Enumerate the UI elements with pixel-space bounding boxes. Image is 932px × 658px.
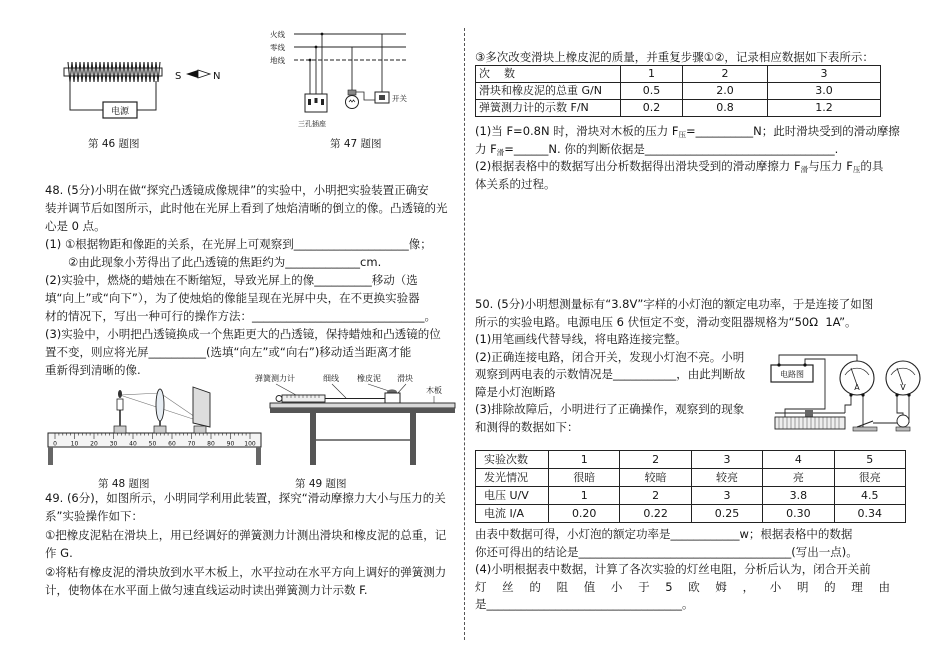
ruler-tick-label: 0 — [53, 440, 57, 448]
table-cell: 很亮 — [834, 469, 905, 487]
row-label-cell: 电压 U/V — [476, 487, 549, 505]
junction-dot — [315, 46, 318, 49]
text-line: 是__________________________________。 — [475, 597, 694, 612]
table-cell: 3 — [691, 487, 762, 505]
socket-hole — [321, 99, 324, 105]
voltmeter-terminal — [907, 393, 910, 396]
pole-s-label: S — [175, 71, 182, 82]
table-cell: 2 — [620, 451, 691, 469]
text-line: (2)正确连接电路，闭合开关，发现小灯泡不亮。小明 — [475, 349, 745, 364]
circuit-wire — [897, 395, 903, 417]
subscript: 滑 — [800, 165, 809, 175]
text-line: 所示的实验电路。电源电压 6 伏恒定不变，滑动变阻器规格为“50Ω 1A”。 — [475, 314, 857, 329]
text-line: (1)用笔画线代替导线，将电路连接完整。 — [475, 332, 687, 346]
row-label-cell: 次 数 — [476, 66, 621, 83]
table-row — [476, 100, 881, 117]
light-ray — [120, 393, 160, 395]
text-line: 50. (5分)小明想测量标有“3.8V”字样的小灯泡的额定电功率，于是连接了如图 — [475, 297, 874, 311]
figure-49-friction-apparatus — [250, 368, 462, 470]
table-cell: 3 — [768, 66, 881, 83]
figure-47-wiring — [268, 28, 408, 133]
rheostat-coil — [775, 417, 845, 429]
junction-dot — [309, 59, 312, 62]
ruler-tick-label: 70 — [187, 440, 196, 448]
leader-line — [276, 384, 296, 395]
ruler-tick-label: 40 — [129, 440, 137, 448]
compass-needle-dark — [186, 70, 198, 78]
wooden-board — [270, 403, 455, 408]
screen-holder — [194, 426, 206, 433]
switch-base — [853, 427, 877, 431]
table-leg — [310, 413, 316, 465]
text-line: 观察到两电表的示数情况是___________，由此判断故 — [475, 367, 746, 381]
table-cell: 2 — [620, 487, 691, 505]
circuit-wire — [845, 395, 851, 413]
subscript: 压 — [852, 165, 861, 175]
leader-line — [332, 384, 346, 398]
candle-flame — [118, 390, 122, 398]
clay-label: 橡皮泥 — [357, 374, 381, 383]
table-cell: 4 — [763, 451, 834, 469]
text-line: 障是小灯泡断路 — [475, 384, 556, 399]
compass-needle-light — [198, 70, 210, 78]
text-line: 灯丝的阻值小于5欧姆，小明的理由 — [475, 579, 890, 594]
question-49-step-3 — [475, 48, 895, 66]
question-49 — [45, 489, 460, 599]
text-line: (1) ①根据物距和像距的关系，在光屏上可观察到____________________像； — [45, 237, 432, 251]
text-line: 49. (6分)，如图所示，小明同学利用此装置，探究“滑动摩擦力大小与压力的关 — [45, 491, 446, 505]
text-line: (3)实验中，小明把凸透镜换成一个焦距更大的凸透镜，保持蜡烛和凸透镜的位 — [45, 327, 441, 341]
text-line: 计，使物体在水平面上做匀速直线运动时读出弹簧测力计示数 F. — [45, 583, 368, 598]
row-label-cell: 电流 I/A — [476, 505, 549, 523]
figure-46-electromagnet — [58, 48, 233, 128]
table-cell: 3.8 — [763, 487, 834, 505]
text-line: (2)实验中，燃烧的蜡烛在不断缩短，导致光屏上的像__________移动（选 — [45, 273, 418, 287]
figure-48-caption: 第 48 题图 — [98, 478, 150, 490]
circuit-wire — [779, 355, 857, 365]
table-cell: 5 — [834, 451, 905, 469]
convex-lens — [156, 389, 164, 421]
text-line: (1)当 F=0.8N 时，滑块对木板的压力 $F_压=\_\_\_\_\_\_\_\_\_\_N$；此时滑块受到的滑动摩擦 — [475, 124, 900, 139]
ruler-tick-label: 90 — [226, 440, 235, 448]
socket-hole — [308, 99, 311, 105]
spring-scale-ring — [276, 396, 282, 402]
table-cell: 3.0 — [768, 83, 881, 100]
ruler-tick-label: 80 — [207, 440, 215, 448]
ground-wire-label: 地线 — [270, 56, 285, 65]
text-line: 材的情况下，写出一种可行的操作方法：______________________________。 — [45, 309, 436, 323]
subscript: 滑 — [496, 147, 505, 157]
table-cell: 1 — [549, 451, 620, 469]
light-screen — [193, 387, 210, 427]
text-line: (4)小明根据表中数据，计算了各次实验的灯丝电阻，分析后认为，闭合开关前 — [475, 562, 871, 577]
candle-holder — [114, 426, 126, 433]
table-cell: 0.30 — [763, 505, 834, 523]
text-line: 装并调节后如图所示，此时他在光屏上看到了烛焰清晰的倒立的像。凸透镜的光 — [45, 201, 448, 215]
circuit-wire — [857, 395, 863, 427]
table-cell: 较亮 — [691, 469, 762, 487]
figure-50-circuit — [765, 343, 927, 443]
power-label: 电源 — [110, 107, 130, 117]
question-48 — [45, 181, 460, 379]
ammeter-symbol: A — [854, 383, 860, 392]
text-line: 置不变，则应将光屏__________(选填“向左”或“向右”)移动适当距离才能 — [45, 345, 412, 359]
battery-label: 电路图 — [780, 370, 804, 379]
text-line: ①把橡皮泥粘在滑块上，用已经调好的弹簧测力计测出滑块和橡皮泥的总重，记 — [45, 527, 447, 542]
slider-block — [385, 393, 400, 403]
candle-rod — [119, 409, 121, 426]
lamp-holder — [348, 90, 356, 95]
lamp-data-table — [475, 450, 906, 523]
battery-terminal — [777, 363, 780, 366]
friction-data-table — [475, 65, 881, 117]
question-49-subquestions — [475, 123, 900, 194]
text-line: 你还可得出的结论是_____________________________________(写出一点)。 — [475, 544, 858, 559]
board-label: 木板 — [426, 386, 442, 395]
table-row — [476, 487, 906, 505]
text-line: 心是 0 点。 — [45, 219, 106, 233]
table-cell: 2.0 — [683, 83, 768, 100]
text-line: (2)根据表格中的数据写出分析数据得出滑块受到的滑动摩擦力 $F_滑$与压力 $F_压$的具 — [475, 159, 884, 175]
small-bulb — [897, 415, 909, 427]
live-wire-label: 火线 — [270, 30, 285, 39]
question-50-followup — [475, 526, 890, 614]
figure-46-caption: 第 46 题图 — [88, 138, 140, 150]
lamp-base — [896, 427, 910, 431]
text-line: 体关系的过程。 — [475, 177, 556, 192]
text-line: 重新得到清晰的像. — [45, 363, 141, 377]
figure-47-caption: 第 47 题图 — [330, 138, 382, 150]
text-line: ②将粘有橡皮泥的滑块放到水平木板上，水平拉动在水平方向上调好的弹簧测力 — [45, 564, 447, 579]
bench-leg-left — [48, 447, 53, 465]
text-line: 填“向上”或“向下”），为了使烛焰的像能呈现在光屏中央，在不更换实验器 — [45, 291, 420, 305]
text-line: (3)排除故障后，小明进行了正确操作，观察到的现象 — [475, 402, 745, 416]
table-cell: 0.25 — [691, 505, 762, 523]
ammeter-terminal — [861, 393, 864, 396]
ruler-tick-label: 60 — [168, 440, 176, 448]
table-cell: 4.5 — [834, 487, 905, 505]
rheostat-slider — [805, 410, 813, 417]
table-top — [270, 408, 455, 413]
table-row — [476, 83, 881, 100]
column-divider — [464, 28, 465, 640]
table-cell: 0.2 — [621, 100, 683, 117]
ruler-tick-label: 30 — [109, 440, 118, 448]
ammeter-terminal — [849, 393, 852, 396]
candle — [117, 399, 123, 410]
ruler-tick-label: 10 — [70, 440, 79, 448]
table-cell: 0.8 — [683, 100, 768, 117]
voltmeter-terminal — [895, 393, 898, 396]
table-cell: 较暗 — [620, 469, 691, 487]
table-cell: 0.20 — [549, 505, 620, 523]
socket-label: 三孔插座 — [298, 120, 326, 128]
row-label-cell: 发光情况 — [476, 469, 549, 487]
text-line: ②由此现象小芳得出了此凸透镜的焦距约为_____________cm. — [45, 255, 382, 269]
lens-rod — [159, 421, 161, 426]
text-line: 和测得的数据如下： — [475, 419, 579, 434]
figure-49-caption: 第 49 题图 — [295, 478, 347, 490]
subscript: 压 — [678, 130, 687, 139]
text-line: ③多次改变滑块上橡皮泥的质量，并重复步骤①②，记录相应数据如下表所示： — [475, 50, 874, 64]
table-header-row — [476, 451, 906, 469]
table-cell: 1.2 — [768, 100, 881, 117]
table-cell: 0.5 — [621, 83, 683, 100]
row-label-cell: 实验次数 — [476, 451, 549, 469]
string-label: 细线 — [323, 374, 339, 383]
text-line: 由表中数据可得，小灯泡的额定功率是____________w；根据表格中的数据 — [475, 527, 853, 541]
table-cell: 3 — [691, 451, 762, 469]
text-line: 系”实验操作如下： — [45, 509, 143, 524]
figure-48-optical-bench — [43, 383, 268, 471]
table-leg — [410, 413, 416, 465]
ruler-tick-label: 100 — [244, 440, 256, 448]
switch-blade — [857, 421, 873, 427]
table-row — [476, 505, 906, 523]
pole-n-label: N — [213, 71, 221, 82]
table-cell: 0.22 — [620, 505, 691, 523]
ruler-tick-label: 50 — [148, 440, 157, 448]
text-line: 作 G. — [45, 546, 73, 561]
battery-terminal — [803, 363, 806, 366]
table-cell: 2 — [683, 66, 768, 83]
lens-holder — [154, 426, 166, 433]
text-line: 力 $F_滑=\_\_\_\_\_\_N$. 你的判断依据是_________________________________. — [475, 141, 839, 157]
neutral-wire-label: 零线 — [270, 43, 285, 52]
spring-scale-label: 弹簧测力计 — [255, 374, 295, 383]
spring-scale — [282, 395, 325, 402]
table-row — [476, 469, 906, 487]
left-wire — [70, 81, 103, 110]
switch-label: 开关 — [392, 94, 407, 103]
table-cell: 很暗 — [549, 469, 620, 487]
switch-toggle — [379, 95, 385, 100]
junction-dot — [321, 33, 324, 36]
block-label: 滑块 — [397, 374, 413, 383]
table-header-row — [476, 66, 881, 83]
table-cell: 0.34 — [834, 505, 905, 523]
ruler-tick-label: 20 — [90, 440, 98, 448]
table-cell: 1 — [621, 66, 683, 83]
row-label-cell: 滑块和橡皮泥的总重 G/N — [476, 83, 621, 100]
table-cell: 亮 — [763, 469, 834, 487]
right-wire — [137, 81, 156, 110]
row-label-cell: 弹簧测力计的示数 F/N — [476, 100, 621, 117]
text-line: 48. (5分)小明在做“探究凸透镜成像规律”的实验中，小明把实验装置正确安 — [45, 183, 429, 197]
leader-line — [368, 384, 389, 391]
socket-hole — [315, 98, 318, 103]
switch-to-lamp-wire — [356, 92, 375, 100]
voltmeter-symbol: V — [900, 383, 906, 392]
table-cell: 1 — [549, 487, 620, 505]
